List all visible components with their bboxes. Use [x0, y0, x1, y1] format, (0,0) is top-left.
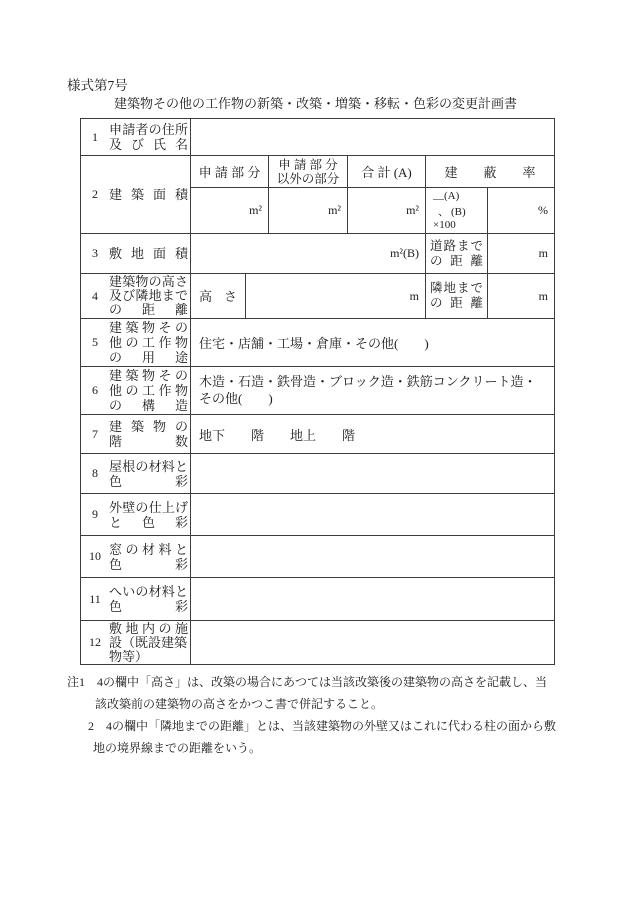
col-header-applied-part: 申 請 部 分 [191, 156, 269, 188]
row-label-line: の用途 [109, 350, 188, 365]
row-1-header [81, 119, 191, 156]
row-12-header [81, 621, 191, 664]
row-label-line: 及び氏名 [109, 137, 188, 152]
fraction-multiplier: ×100 [433, 219, 456, 231]
unit-percent: % [538, 203, 548, 217]
col-header-line: 以外の部分 [276, 171, 340, 186]
row-number: 12 [89, 635, 101, 649]
row-label-line: へいの材料と [109, 584, 188, 599]
row-number: 10 [89, 549, 101, 563]
site-facilities-value-cell [191, 621, 554, 664]
row-label-line: 建築物その [109, 368, 188, 383]
row-label-line: 敷地面積 [109, 246, 188, 261]
wall-value-cell [191, 494, 554, 536]
note-line: 地の境界線までの距離をいう。 [93, 741, 262, 755]
row-label-line: 物等） [109, 648, 149, 664]
form-table [80, 118, 555, 665]
height-label: 高さ [199, 288, 237, 304]
road-distance-value-cell [488, 234, 554, 274]
fraction-slash: 、 [438, 206, 449, 218]
row-8-header [81, 454, 191, 494]
row-label-line: 外壁の仕上げ [109, 499, 188, 515]
label-line: 道路まで [430, 238, 483, 253]
row-7-header [81, 415, 191, 454]
note-line: 注1 4の欄中「高さ」は、改築の場合にあつては当該改築後の建築物の高さを記載し、当 [67, 675, 548, 689]
row-2-header [81, 156, 191, 234]
coverage-ratio-formula-cell [426, 188, 488, 234]
row-number: 3 [92, 246, 98, 260]
col-header-line: 申 請 部 分 [278, 157, 338, 172]
row-9-header [81, 494, 191, 536]
row-number: 4 [92, 288, 98, 303]
row-label-line: 色彩 [109, 599, 188, 614]
row-label-line: 設（既設建築 [109, 634, 188, 650]
unit-meter: m [538, 246, 548, 260]
row-number: 5 [92, 335, 98, 349]
building-area-applied-cell [191, 188, 269, 234]
fraction-line-2 [433, 206, 487, 219]
row-number: 11 [89, 591, 101, 606]
row-label-line: 他の工作物 [109, 383, 188, 398]
building-area-total-cell [348, 188, 426, 234]
unit-square-meter: m² [328, 203, 341, 217]
row-6-header [81, 367, 191, 415]
row-label-line: と色彩 [109, 514, 188, 530]
window-value-cell [191, 536, 554, 578]
use-value-cell: 住宅・店舗・工場・倉庫・その他( ) [191, 319, 554, 367]
note-line: 2 4の欄中「隣地までの距離」とは、当該建築物の外壁又はこれに代わる柱の面から敷 [88, 719, 557, 733]
row-label-line: 及び隣地まで [109, 288, 188, 303]
row-label-line: 窓の材料と [109, 541, 188, 557]
fraction-bar: — [433, 193, 444, 205]
col-header-coverage-ratio: 建 蔽 率 [426, 156, 554, 188]
page-title: 建築物その他の工作物の新築・改築・増築・移転・色彩の変更計画書 [114, 96, 518, 111]
site-area-value-cell [191, 234, 426, 274]
structure-line: 木造・石造・鉄骨造・ブロック造・鉄筋コンクリート造・ [199, 374, 537, 389]
coverage-ratio-value-cell [488, 188, 554, 234]
label-line: 隣地まで [430, 281, 483, 295]
height-label-cell [191, 274, 246, 319]
row-label-line: の構造 [109, 398, 188, 413]
row-11-header [81, 578, 191, 621]
height-value-cell [246, 274, 426, 319]
row-number: 8 [92, 466, 98, 480]
unit-meter: m [409, 288, 419, 303]
adjacent-distance-value-cell [488, 274, 554, 319]
label-line: の距離 [430, 253, 483, 268]
row-label-line: 建築面積 [109, 187, 188, 202]
col-header-total: 合 計 (A) [348, 156, 426, 188]
row-number: 9 [92, 507, 98, 521]
notes [67, 671, 559, 759]
note-line: 該改築前の建築物の高さをかつこ書で併記すること。 [95, 697, 384, 711]
row-number: 7 [92, 426, 98, 441]
fraction-denominator: (B) [451, 206, 466, 218]
unit-square-meter: m² [249, 203, 262, 217]
row-label-line: 色彩 [109, 473, 188, 489]
adjacent-distance-label-cell [426, 274, 488, 319]
road-distance-label-cell [426, 234, 488, 274]
roof-value-cell [191, 454, 554, 494]
row-label-line: 建築物の [109, 419, 188, 434]
row-label-line: 建築物その [109, 320, 188, 335]
row-3-header [81, 234, 191, 274]
row-10-header [81, 536, 191, 578]
row-5-header [81, 319, 191, 367]
row-label-line: 他の工作物 [109, 335, 188, 350]
applicant-value-cell [191, 119, 554, 156]
floors-value-cell: 地下 階 地上 階 [191, 415, 554, 454]
col-header-other-part [269, 156, 348, 188]
structure-line: その他( ) [199, 391, 273, 406]
row-label-line: 屋根の材料と [109, 458, 188, 474]
row-label-line: の距離 [109, 302, 188, 317]
structure-value-cell [191, 367, 554, 415]
fence-value-cell [191, 578, 554, 621]
unit-square-meter: m² [406, 203, 419, 217]
row-number: 1 [92, 129, 98, 144]
row-number: 6 [92, 383, 98, 397]
row-label-line: 建築物の高さ [109, 274, 188, 289]
fraction-numerator: (A) [444, 190, 460, 202]
building-area-other-cell [269, 188, 348, 234]
unit-meter: m [538, 288, 548, 303]
row-label-line: 階数 [109, 434, 188, 449]
unit-square-meter-b: m²(B) [390, 246, 419, 260]
form-number: 様式第7号 [67, 78, 128, 93]
row-number: 2 [92, 187, 98, 201]
row-label-line: 色彩 [109, 556, 188, 572]
label-line: の距離 [430, 296, 483, 310]
row-4-header [81, 274, 191, 319]
row-label-line: 敷地内の施 [109, 621, 188, 636]
row-label-line: 申請者の住所 [109, 122, 188, 137]
fraction-line-1 [433, 190, 487, 206]
